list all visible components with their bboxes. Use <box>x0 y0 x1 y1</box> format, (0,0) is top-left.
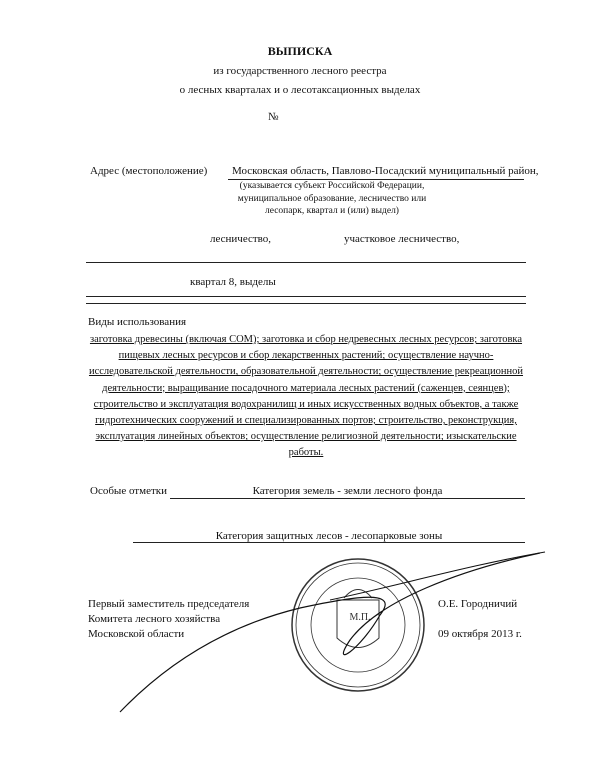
seal-mark: М.П. <box>349 612 371 623</box>
address-note-2: муниципальное образование, лесничество или <box>237 194 427 204</box>
address-underline <box>228 179 524 180</box>
notes-label: Особые отметки <box>90 485 167 497</box>
official-seal <box>290 557 426 693</box>
protective-category-underline <box>133 542 525 543</box>
land-category-underline <box>170 498 525 499</box>
signer-position-1: Первый заместитель председателя <box>88 598 250 610</box>
uses-text-block <box>88 332 524 462</box>
land-category: Категория земель - земли лесного фонда <box>252 485 443 497</box>
address-note-3: лесопарк, квартал и (или) выдел) <box>265 206 399 216</box>
forestry-label: лесничество, <box>210 233 272 245</box>
address-label: Адрес (местоположение) <box>90 165 208 177</box>
address-value: Московская область, Павлово-Посадский муниципальный район, <box>232 165 539 177</box>
quarter-label: квартал 8, выделы <box>190 276 276 288</box>
signer-position-3: Московской области <box>88 628 185 640</box>
forestry-underline <box>86 262 526 263</box>
uses-text: заготовка древесины (включая СОМ); заготовка и сбор недревесных лесных ресурсов; заготовка пищевых лесных ресурсов и сбор лекарственных растений; осуществление научно-исследовательской деятельности, образовательной деятельности; осуществление рекреационной деятельности; выращивание посадочного материала лесных растений (саженцев, сеянцев); строительство и эксплуатация водохранилищ и иных искусственных водных объектов, а также гидротехнических сооружений и специализированных портов; строительство, реконструкция, эксплуатация линейных объектов; осуществление религиозной деятельности; изыскательские работы. <box>88 334 524 459</box>
quarter-underline-2 <box>86 303 526 304</box>
protective-category: Категория защитных лесов - лесопарковые зоны <box>215 530 443 542</box>
document-number-label: № <box>268 111 279 123</box>
signature-date: 09 октября 2013 г. <box>438 628 522 640</box>
document-subtitle-2: о лесных кварталах и о лесотаксационных выделах <box>179 84 421 96</box>
document-subtitle-1: из государственного лесного реестра <box>213 65 387 77</box>
signer-position-2: Комитета лесного хозяйства <box>88 613 221 625</box>
district-forestry-label: участковое лесничество, <box>344 233 460 245</box>
uses-label: Виды использования <box>88 316 187 328</box>
address-note-1: (указывается субъект Российской Федерации, <box>239 181 425 191</box>
signer-name: О.Е. Городничий <box>438 598 518 610</box>
quarter-underline-1 <box>86 296 526 297</box>
document-title: ВЫПИСКА <box>267 44 333 58</box>
